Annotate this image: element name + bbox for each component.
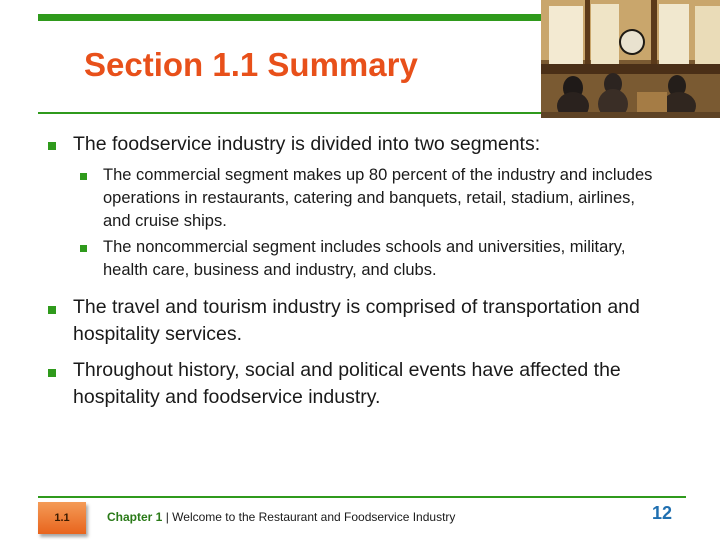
page-number: 12 (652, 503, 673, 523)
footer-divider (38, 496, 686, 498)
slide-title: Section 1.1 Summary (84, 46, 418, 83)
square-bullet-icon (48, 306, 56, 314)
square-bullet-icon (80, 245, 87, 252)
footer-separator: | (162, 510, 173, 524)
sub-bullet-item: The noncommercial segment includes schools and universities, military, health care, business and industry, and clubs. (103, 238, 626, 279)
sub-bullet-item: The commercial segment makes up 80 percent of the industry and includes operations in restaurants, catering and banquets, retail, stadium, airlines, and cruise ships. (103, 166, 653, 230)
square-bullet-icon (48, 369, 56, 377)
chapter-title: Welcome to the Restaurant and Foodservice Industry (172, 510, 456, 524)
bullet-item: Throughout history, social and political events have affected the hospitality and foodservice industry. (73, 359, 621, 408)
bullet-item: The foodservice industry is divided into two segments: (73, 133, 541, 155)
footer-chapter-line (107, 510, 455, 524)
square-bullet-icon (80, 173, 87, 180)
section-badge: 1.1 (38, 502, 86, 534)
chapter-label: Chapter 1 (107, 510, 163, 524)
square-bullet-icon (48, 142, 56, 150)
bullet-item: The travel and tourism industry is comprised of transportation and hospitality services. (73, 296, 640, 345)
